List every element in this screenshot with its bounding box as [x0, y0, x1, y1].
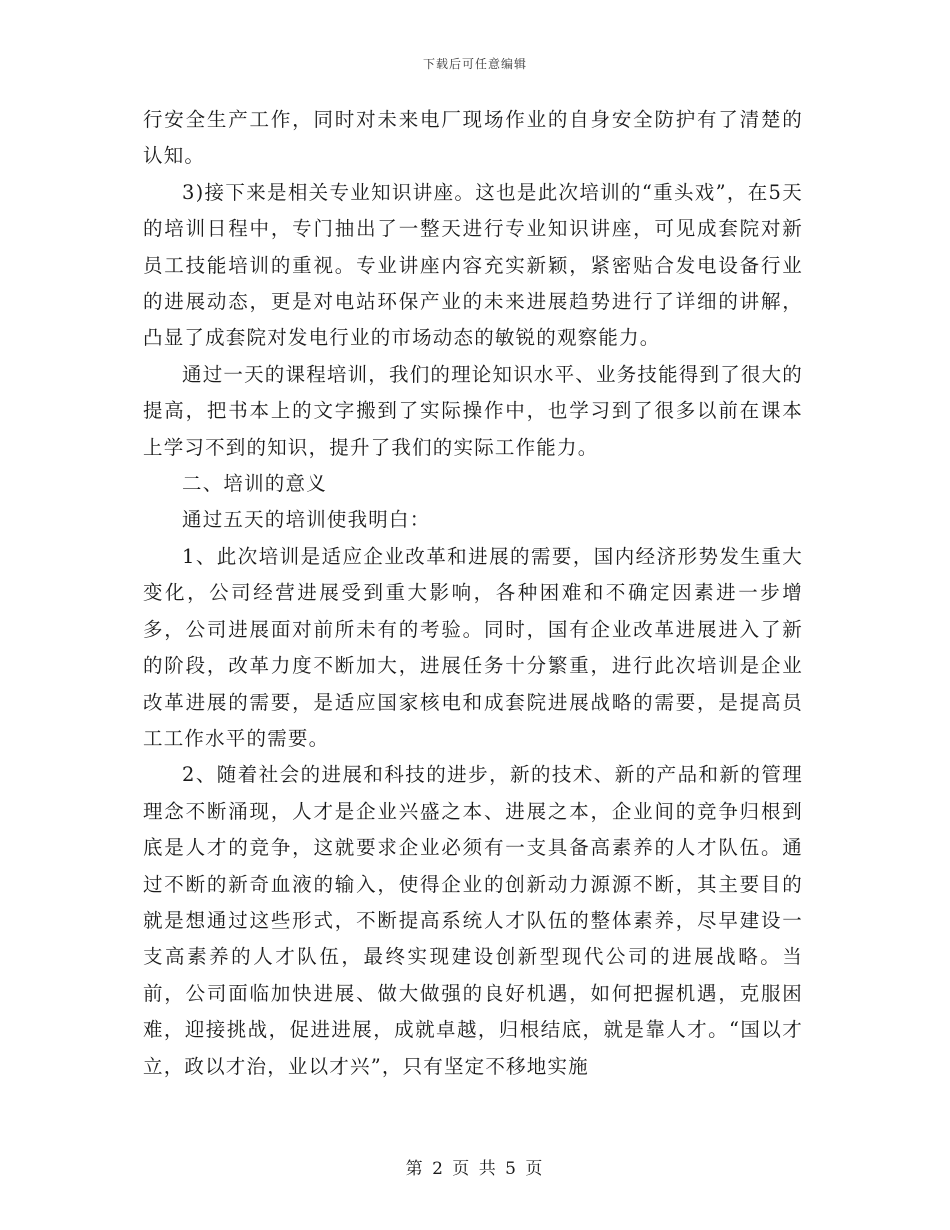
page-header: 下载后可任意编辑: [422, 57, 527, 71]
paragraph-point-2: 2、随着社会的进展和科技的进步，新的技术、新的产品和新的管理理念不断涌现，人才是企业兴盛之本、进展之本，企业间的竞争归根到底是人才的竞争，这就要求企业必须有一支具备高素养的人才队伍。通过不断的新奇血液的输入，使得企业的创新动力源源不断，其主要目的就是想通过这些形式，不断提高系统人才队伍的整体素养，尽早建设一支高素养的人才队伍，最终实现建设创新型现代公司的进展战略。当前，公司面临加快进展、做大做强的良好机遇，如何把握机遇，克服困难，迎接挑战，促进进展，成就卓越，归根结底，就是靠人才。“国以才立，政以才治，业以才兴”，只有坚定不移地实施: [143, 763, 803, 1078]
page-number: 第 2 页 共 5 页: [405, 1159, 545, 1179]
paragraph-intro: 通过五天的培训使我明白：: [182, 508, 431, 532]
paragraph-training-result: 通过一天的课程培训，我们的理论知识水平、业务技能得到了很大的提高，把书本上的文字搬到了实际操作中，也学习到了很多以前在课本上学习不到的知识，提升了我们的实际工作能力。: [143, 362, 804, 459]
paragraph-lecture: 3)接下来是相关专业知识讲座。这也是此次培训的“重头戏”，在5天的培训日程中，专门抽出了一整天进行专业知识讲座，可见成套院对新员工技能培训的重视。专业讲座内容充实新颖，紧密贴合发电设备行业的进展动态，更是对电站环保产业的未来进展趋势进行了详细的讲解，凸显了成套院对发电行业的市场动态的敏锐的观察能力。: [143, 180, 803, 350]
document-body: [143, 102, 803, 1085]
paragraph-point-1: 1、此次培训是适应企业改革和进展的需要，国内经济形势发生重大变化，公司经营进展受到重大影响，各种困难和不确定因素进一步增多，公司进展面对前所未有的考验。同时，国有企业改革进展进入了新的阶段，改革力度不断加大，进展任务十分繁重，进行此次培训是企业改革进展的需要，是适应国家核电和成套院进展战略的需要，是提高员工工作水平的需要。: [143, 544, 803, 750]
section-heading-significance: 二、培训的意义: [182, 472, 327, 496]
paragraph-continuation: 行安全生产工作，同时对未来电厂现场作业的自身安全防护有了清楚的认知。: [143, 108, 803, 168]
